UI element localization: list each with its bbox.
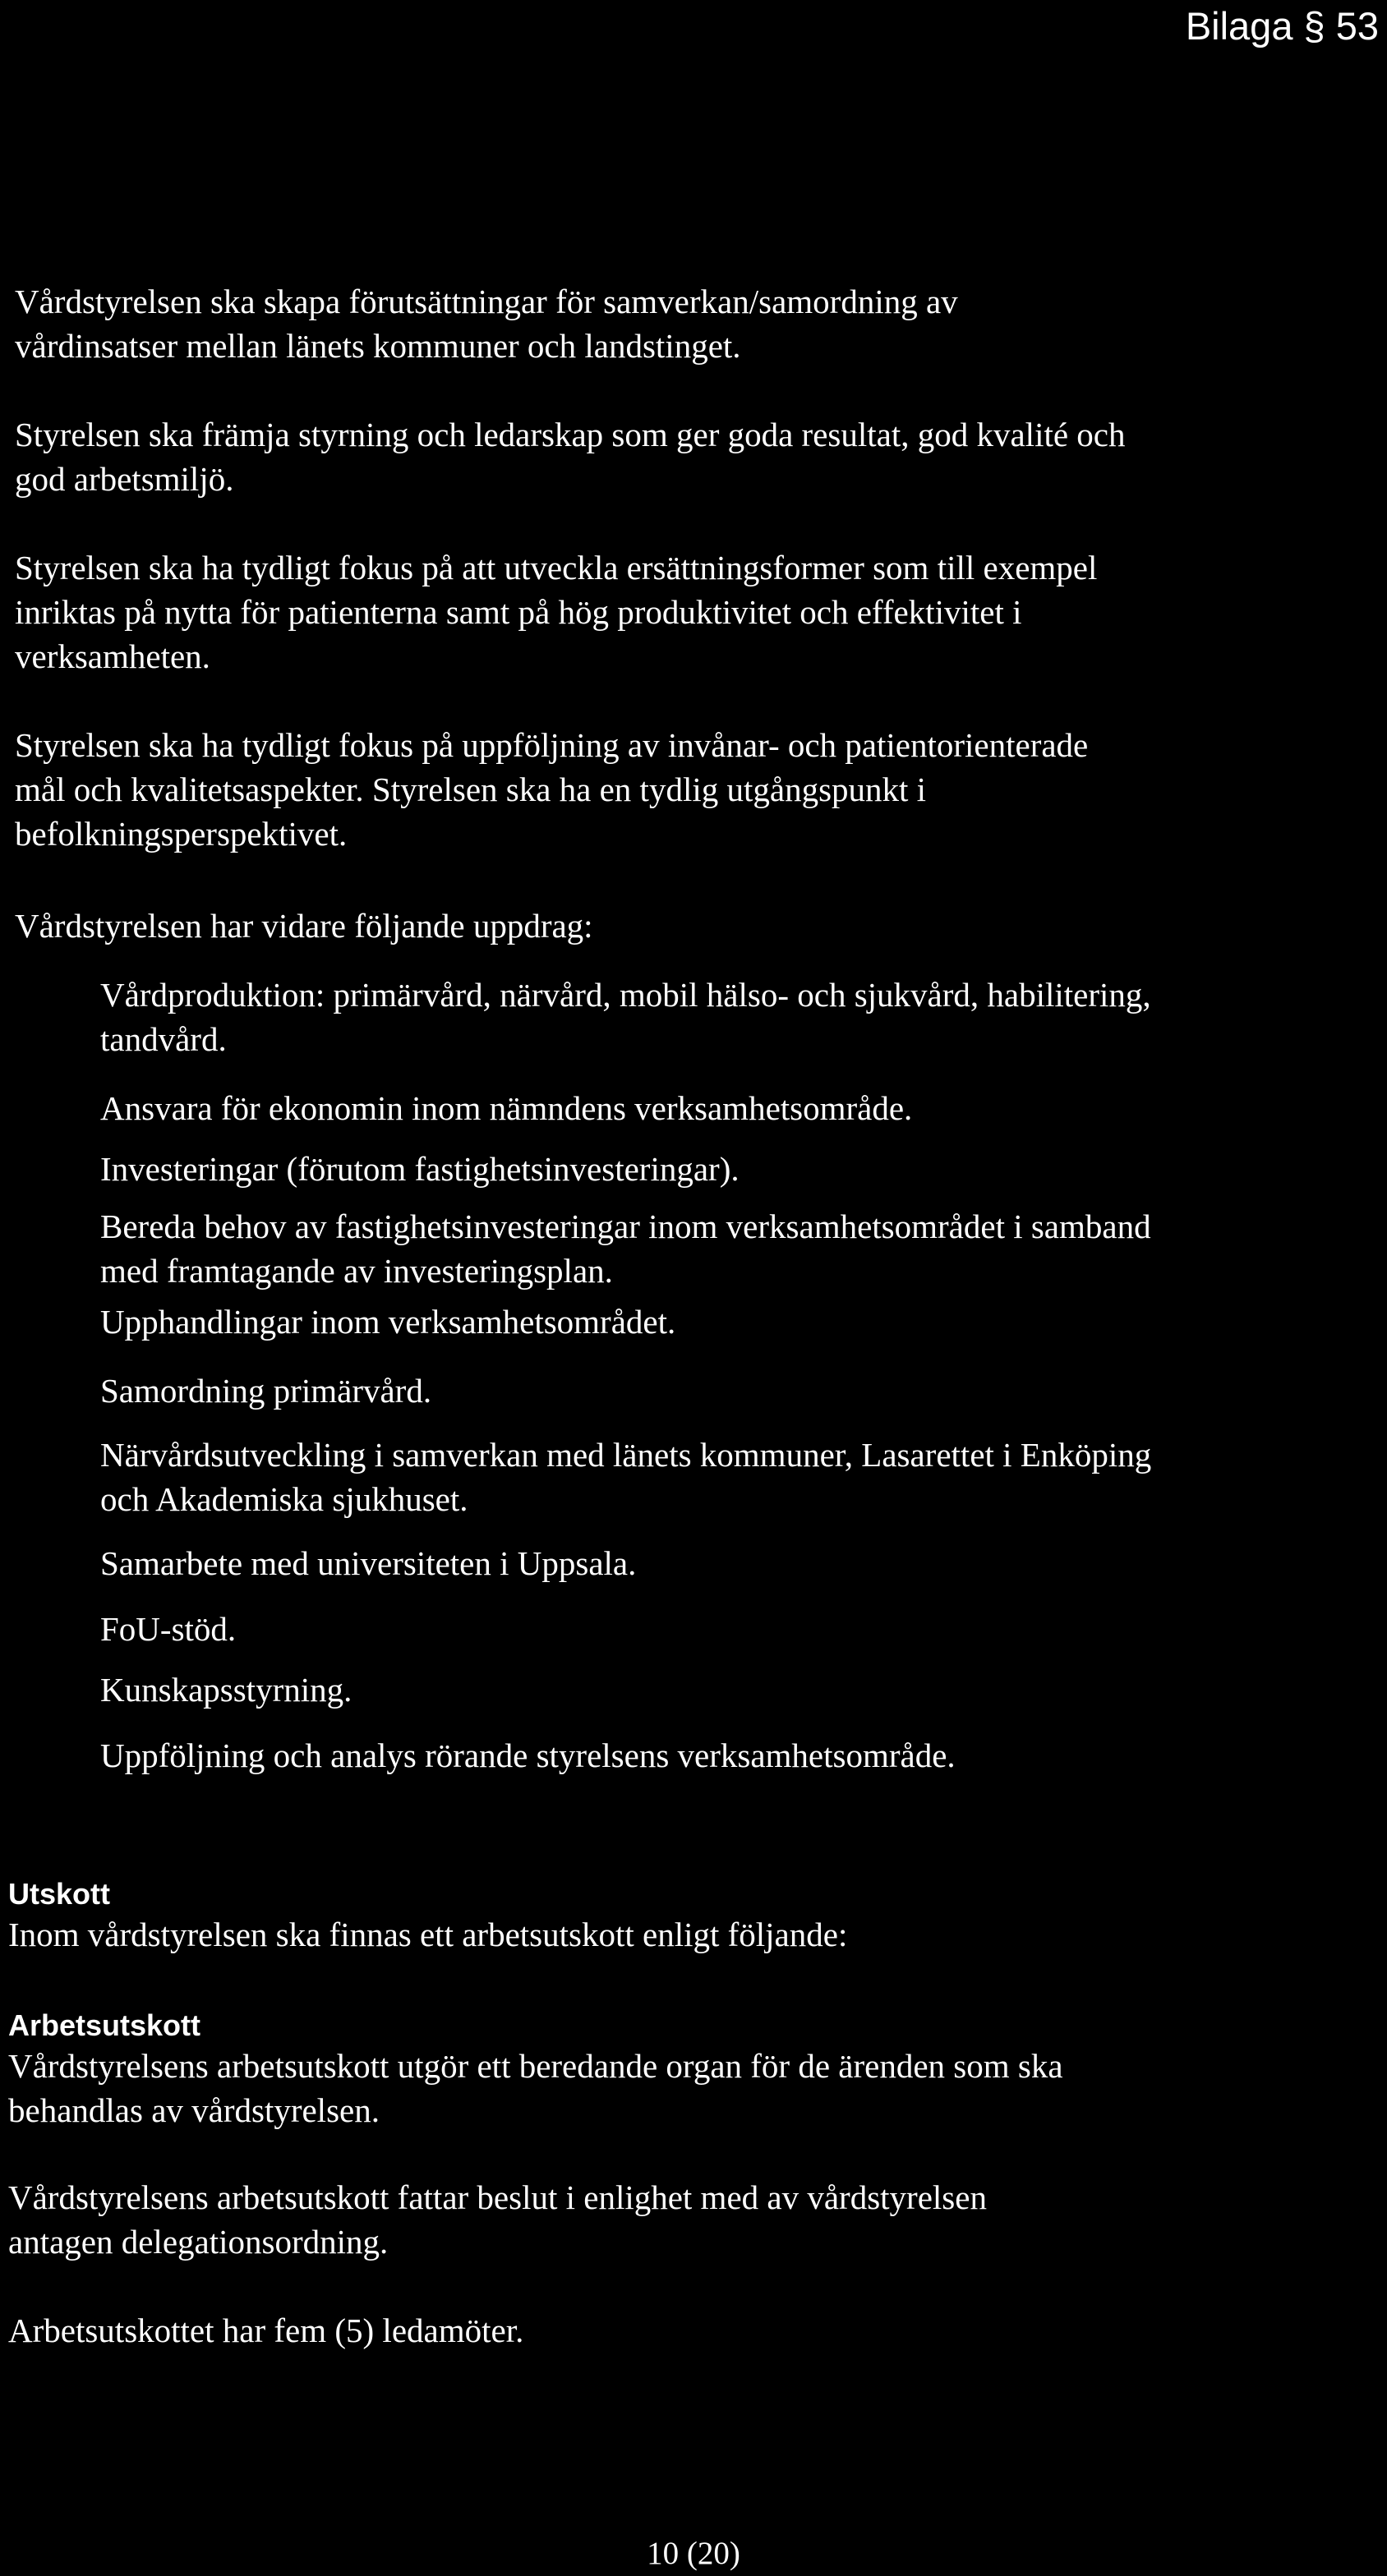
section-heading-utskott: Utskott bbox=[8, 1877, 110, 1911]
assignment-item: Ansvara för ekonomin inom nämndens verksamhetsområde. bbox=[100, 1089, 913, 1127]
paragraph-uppdrag-intro: Vårdstyrelsen har vidare följande uppdrag: bbox=[15, 907, 593, 945]
assignment-item: Upphandlingar inom verksamhetsområdet. bbox=[100, 1303, 676, 1341]
paragraph-samverkan: Vårdstyrelsen ska skapa förutsättningar för samverkan/samordning av vårdinsatser mellan länets kommuner och landstinget. bbox=[15, 283, 958, 365]
paragraph-ersattningsformer: Styrelsen ska ha tydligt fokus på att utveckla ersättningsformer som till exempel inriktas på nytta för patienterna samt på hög produktivitet och effektivitet i verksamheten. bbox=[15, 549, 1098, 675]
arbetsutskott-paragraph: Arbetsutskottet har fem (5) ledamöter. bbox=[8, 2312, 524, 2349]
assignment-item: Vårdproduktion: primärvård, närvård, mobil hälso- och sjukvård, habilitering, tandvård. bbox=[100, 976, 1151, 1058]
paragraph-uppfoljning: Styrelsen ska ha tydligt fokus på uppföljning av invånar- och patientorienterade mål och kvalitetsaspekter. Styrelsen ska ha en tydlig utgångspunkt i befolkningsperspektivet. bbox=[15, 726, 1089, 853]
assignment-item: Närvårdsutveckling i samverkan med länets kommuner, Lasarettet i Enköping och Akademiska sjukhuset. bbox=[100, 1436, 1152, 1518]
assignment-item: Bereda behov av fastighetsinvesteringar inom verksamhetsområdet i samband med framtagande av investeringsplan. bbox=[100, 1208, 1151, 1290]
arbetsutskott-paragraph: Vårdstyrelsens arbetsutskott fattar beslut i enlighet med av vårdstyrelsen antagen delegationsordning. bbox=[8, 2178, 987, 2261]
assignment-item: Kunskapsstyrning. bbox=[100, 1671, 353, 1709]
utskott-text: Inom vårdstyrelsen ska finnas ett arbetsutskott enligt följande: bbox=[8, 1916, 848, 1953]
assignment-item: Samordning primärvård. bbox=[100, 1372, 432, 1410]
page-header-bilaga: Bilaga § 53 bbox=[1185, 4, 1379, 48]
arbetsutskott-paragraph: Vårdstyrelsens arbetsutskott utgör ett beredande organ för de ärenden som ska behandlas av vårdstyrelsen. bbox=[8, 2047, 1063, 2129]
assignment-item: Investeringar (förutom fastighetsinvesteringar). bbox=[100, 1150, 740, 1188]
assignment-item: Samarbete med universiteten i Uppsala. bbox=[100, 1544, 637, 1582]
page-number: 10 (20) bbox=[647, 2536, 740, 2571]
section-heading-arbetsutskott: Arbetsutskott bbox=[8, 2008, 201, 2042]
assignment-item: Uppföljning och analys rörande styrelsens verksamhetsområde. bbox=[100, 1736, 956, 1774]
paragraph-styrning: Styrelsen ska främja styrning och ledarskap som ger goda resultat, god kvalité och god arbetsmiljö. bbox=[15, 416, 1126, 498]
assignment-item: FoU-stöd. bbox=[100, 1610, 237, 1648]
